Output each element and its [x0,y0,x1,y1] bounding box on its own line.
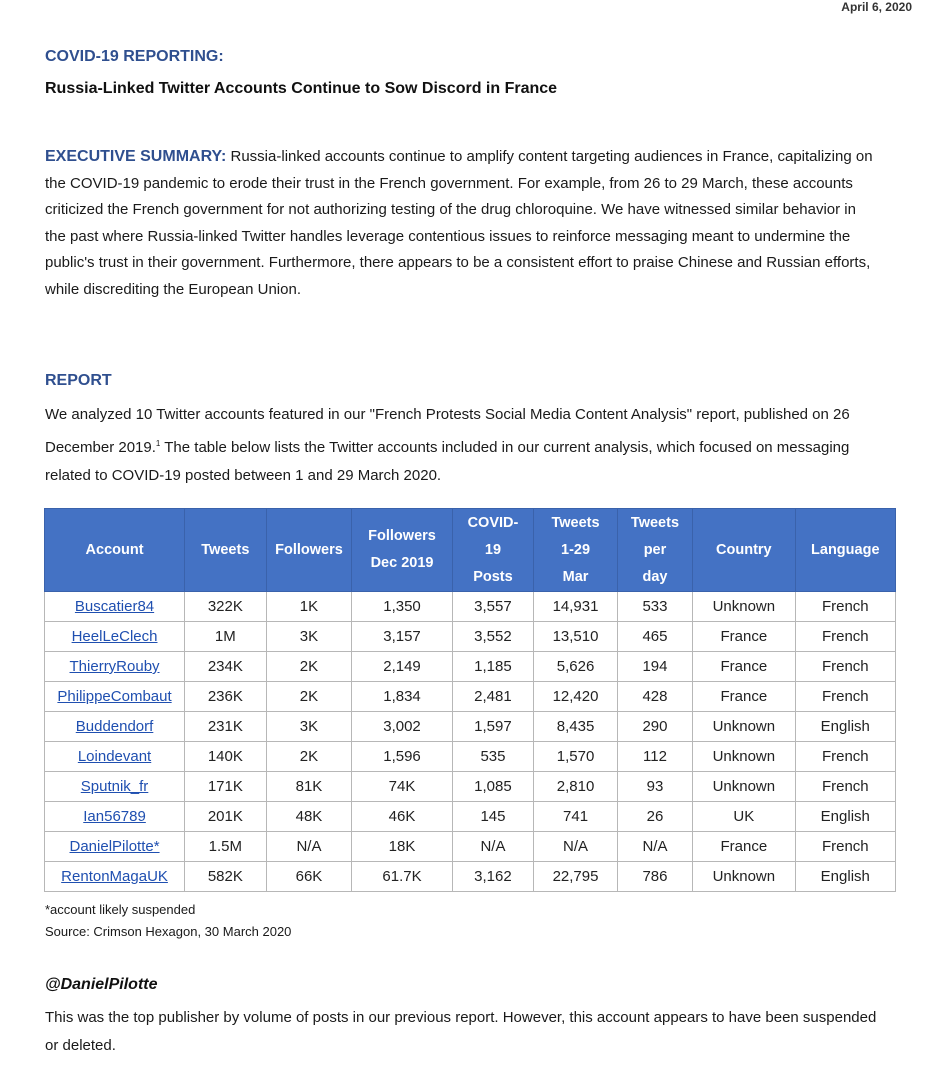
cell-country: Unknown [693,712,795,742]
cell-tweets: 1.5M [185,832,267,862]
report-text-1: We analyzed 10 Twitter accounts featured in our "French Protests Social Media Content Analysis" report, published on 26 December 2019. [45,406,850,456]
cell-language: French [795,622,895,652]
header-language [795,509,895,592]
cell-tweets-per-day: 786 [617,862,692,892]
cell-country: Unknown [693,862,795,892]
cell-covid-19-posts: 2,481 [452,682,534,712]
table-row [45,862,896,892]
cell-tweets: 582K [185,862,267,892]
cell-tweets: 140K [185,742,267,772]
cell-country: France [693,652,795,682]
cell-covid-19-posts: 1,085 [452,772,534,802]
header-line: Language [811,541,880,558]
cell-tweets-1-29-mar: 13,510 [534,622,618,652]
cell-country: Unknown [693,742,795,772]
header-line: day [642,568,668,585]
cell-account[interactable]: Buscatier84 [45,592,185,622]
header-line: 1-29 [561,541,591,558]
cell-followers: 1K [266,592,352,622]
header-line: Dec 2019 [370,555,434,571]
cell-language: English [795,862,895,892]
cell-tweets: 171K [185,772,267,802]
cell-followers-dec-2019: 61.7K [352,862,452,892]
report-heading: REPORT [45,372,112,389]
cell-followers-dec-2019: 74K [352,772,452,802]
executive-summary [45,144,875,303]
table-row [45,712,896,742]
cell-tweets: 322K [185,592,267,622]
header-tweets-per-day [617,509,692,592]
cell-followers-dec-2019: 1,834 [352,682,452,712]
cell-language: English [795,712,895,742]
header-line: Tweets [201,541,250,558]
cell-tweets-per-day: 533 [617,592,692,622]
cell-account[interactable]: HeelLeClech [45,622,185,652]
header-followers [266,509,352,592]
cell-tweets: 236K [185,682,267,712]
cell-followers: 81K [266,772,352,802]
report-date: April 6, 2020 [841,0,912,14]
report-paragraph [45,401,895,491]
table-row [45,772,896,802]
cell-followers: 66K [266,862,352,892]
header-line: Followers [275,541,343,558]
table-body [45,592,896,892]
cell-followers: 3K [266,712,352,742]
cell-covid-19-posts: 145 [452,802,534,832]
header-account [45,509,185,592]
header-line: per [643,541,667,558]
cell-followers-dec-2019: 3,002 [352,712,452,742]
cell-tweets-per-day: 112 [617,742,692,772]
cell-tweets-per-day: 465 [617,622,692,652]
header-line: Posts [473,568,513,585]
cell-tweets-1-29-mar: 2,810 [534,772,618,802]
header-covid-19-posts [452,509,534,592]
cell-covid-19-posts: 535 [452,742,534,772]
cell-account[interactable]: RentonMagaUK [45,862,185,892]
cell-tweets-1-29-mar: 22,795 [534,862,618,892]
header-line: Account [85,541,144,558]
cell-followers: 2K [266,652,352,682]
cell-tweets-per-day: 290 [617,712,692,742]
cell-tweets: 201K [185,802,267,832]
account-handle-heading: @DanielPilotte [45,976,158,993]
cell-followers: 2K [266,742,352,772]
cell-account[interactable]: Sputnik_fr [45,772,185,802]
cell-tweets-1-29-mar: 12,420 [534,682,618,712]
cell-language: French [795,742,895,772]
summary-label: EXECUTIVE SUMMARY: [45,148,227,165]
cell-tweets-1-29-mar: 14,931 [534,592,618,622]
cell-tweets: 1M [185,622,267,652]
cell-language: French [795,592,895,622]
cell-country: Unknown [693,592,795,622]
cell-followers: 48K [266,802,352,832]
cell-tweets-per-day: 26 [617,802,692,832]
cell-country: France [693,622,795,652]
cell-followers-dec-2019: 3,157 [352,622,452,652]
cell-tweets-1-29-mar: 8,435 [534,712,618,742]
header-line: Tweets [551,514,600,531]
accounts-table [44,508,896,892]
header-followers-dec-2019 [352,509,452,592]
cell-language: English [795,802,895,832]
cell-account[interactable]: Buddendorf [45,712,185,742]
report-text-2: The table below lists the Twitter accounts included in our current analysis, which focused on messaging related to COVID-19 posted between 1 and 29 March 2020. [45,438,850,484]
cell-covid-19-posts: 3,557 [452,592,534,622]
cell-followers: N/A [266,832,352,862]
cell-country: France [693,832,795,862]
cell-account[interactable]: DanielPilotte* [45,832,185,862]
cell-tweets-per-day: 428 [617,682,692,712]
table-notes [45,899,291,943]
cell-followers-dec-2019: 2,149 [352,652,452,682]
cell-tweets-per-day: N/A [617,832,692,862]
cell-tweets: 231K [185,712,267,742]
section-heading: COVID-19 REPORTING: [45,48,224,65]
suspended-note: *account likely suspended [45,902,196,917]
table-row [45,742,896,772]
header-line: Mar [562,568,589,585]
header-country [693,509,795,592]
table-row [45,592,896,622]
header-line: Country [716,541,772,558]
cell-followers-dec-2019: 46K [352,802,452,832]
cell-followers: 3K [266,622,352,652]
document-title: Russia-Linked Twitter Accounts Continue to Sow Discord in France [45,80,558,97]
cell-tweets-1-29-mar: 741 [534,802,618,832]
cell-account[interactable]: PhilippeCombaut [45,682,185,712]
cell-followers-dec-2019: 1,596 [352,742,452,772]
cell-account[interactable]: ThierryRouby [45,652,185,682]
header-line: COVID- [467,514,519,531]
summary-text: Russia-linked accounts continue to amplify content targeting audiences in France, capitalizing on the COVID-19 pandemic to erode their trust in the French government. For example, from 26 to 29 March, these accounts criticized the French government for not authorizing testing of the drug chloroquine. We have witnessed similar behavior in the past where Russia-linked Twitter handles leverage contentious issues to reinforce messaging meant to undermine the public's trust in their government. Furthermore, there appears to be a consistent effort to praise Chinese and Russian efforts, while discrediting the European Union. [45,148,873,298]
cell-followers-dec-2019: 18K [352,832,452,862]
table-header [45,509,896,592]
account-paragraph: This was the top publisher by volume of posts in our previous report. However, this account appears to have been suspended or deleted. [45,1009,877,1054]
header-tweets [185,509,267,592]
cell-country: Unknown [693,772,795,802]
table-row [45,652,896,682]
cell-covid-19-posts: 3,552 [452,622,534,652]
table-row [45,622,896,652]
cell-country: UK [693,802,795,832]
table-row [45,832,896,862]
cell-covid-19-posts: N/A [452,832,534,862]
cell-language: French [795,652,895,682]
cell-tweets-per-day: 93 [617,772,692,802]
cell-covid-19-posts: 3,162 [452,862,534,892]
cell-language: French [795,832,895,862]
table-row [45,802,896,832]
cell-account[interactable]: Ian56789 [45,802,185,832]
cell-country: France [693,682,795,712]
cell-tweets-1-29-mar: N/A [534,832,618,862]
header-line: Tweets [630,514,680,531]
cell-followers-dec-2019: 1,350 [352,592,452,622]
cell-tweets: 234K [185,652,267,682]
header-tweets-1-29-mar [534,509,618,592]
header-line: Followers [368,528,436,544]
cell-followers: 2K [266,682,352,712]
header-line: 19 [484,541,502,558]
source-note: Source: Crimson Hexagon, 30 March 2020 [45,924,292,939]
cell-tweets-per-day: 194 [617,652,692,682]
table-row [45,682,896,712]
footnote-mark: 1 [155,438,161,448]
cell-language: French [795,772,895,802]
cell-account[interactable]: Loindevant [45,742,185,772]
cell-covid-19-posts: 1,185 [452,652,534,682]
cell-tweets-1-29-mar: 5,626 [534,652,618,682]
cell-tweets-1-29-mar: 1,570 [534,742,618,772]
cell-language: French [795,682,895,712]
cell-covid-19-posts: 1,597 [452,712,534,742]
